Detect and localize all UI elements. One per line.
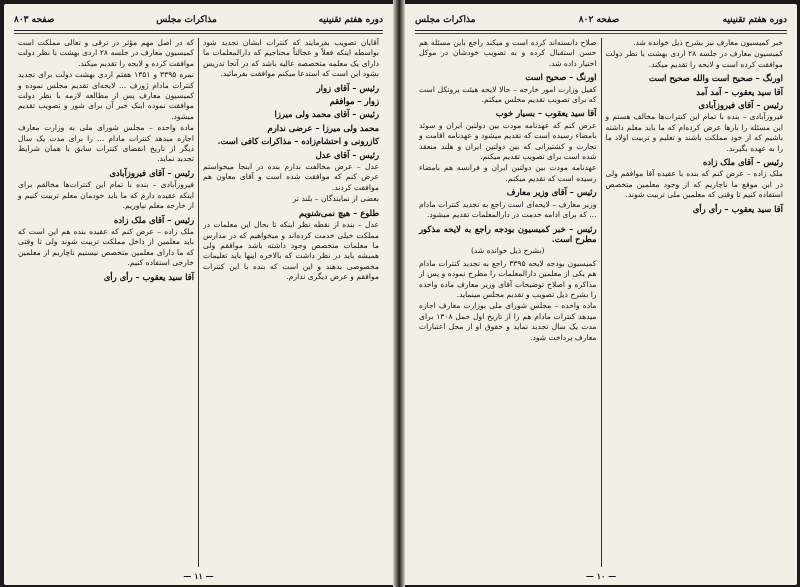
speaker-line: آقا سید یعقوب – بسیار خوب [495,108,597,119]
text-body [14,38,383,567]
left-page [4,4,393,585]
page-footer: — ۱۰ — [585,571,617,581]
speaker-line: آقا سید یعقوب – رأی رأی [692,203,783,214]
column-divider [198,38,199,567]
page-footer: — ۱۱ — [183,571,214,581]
header-rule [14,33,383,34]
speaker-line: رئیس – آقای ملک زاده [702,157,783,168]
column-divider [601,38,602,567]
speaker-line: زوار – موافقم [329,96,379,107]
paragraph: ماده واحده – مجلس شورای ملی بوزارت معارف اجازه میدهد کنترات مادام هم را از تاریخ اول حمل ۱۳۰۸ برای مدت یک سال تجدید نماید و حقوق او از محل اعتبارات معارف پرداخت شود. [419,301,597,342]
paragraph: کفیل وزارت امور خارجه – حالا لایحه هیئت پروتکل است که برای تصویب تقدیم مجلس میکنم. [419,84,597,105]
header-rule [415,33,787,34]
text-column [199,38,383,567]
speaker-line: طلوع – هیچ نمی‌شنویم [299,207,379,218]
running-header [14,12,383,28]
book-gutter [393,0,405,587]
paragraph: نمره ۳۳۹۵ و ۱۳۵۱ هفتم اردی بهشت دولت برای تجدید کنترات مادام ژوزف ... لایحه‌ای تقدیم مجلس نموده و کمیسیون معارف پس از مطالعه لازمه با نظر دولت موافقت نموده اینک خبر آن برای شور و تصویب تقدیم میشود. [18,70,194,121]
paragraph: عرض کنم که عهدنامه مودت بین دولتین ایران و سوئد بامضاء رسیده است که تقدیم میشود و عهدنامه اقامت و تجارت و کشتیرانی که بین دولتین ایران و هلند منعقد شده است برای تصویب تقدیم میکنم. [419,120,597,162]
speaker-line: رئیس – آقای زوار [316,82,379,93]
page-number-label: صفحه ۸۰۲ [578,15,620,25]
session-title: دوره هفتم تقنینیه [722,15,787,25]
page-number-label: صفحه ۸۰۳ [14,15,55,25]
speaker-line: رئیس – آقای ملک زاده [113,214,194,225]
paragraph: کمیسیون بودجه لایحه ۳۳۹۵ راجع به تجدید کنترات مادام هم یکی از معلمین دارالمعلمات را مطرح نموده و پس از مذاکره و اصلاح توضیحات آقای وزیر معارف ماده واحده را بشرح ذیل تصویب و تقدیم مجلس مینماید. [419,258,597,299]
session-title: دوره هفتم تقنینیه [318,15,383,25]
paragraph: ماده واحده – مجلس شورای ملی به وزارت معارف اجازه میدهد کنترات مادام ... را برای مدت یک سال دیگر از تاریخ انقضای کنترات سابق با همان شرایط تجدید نماید. [18,123,194,164]
paragraph: فیروزآبادی – بنده با تمام این کنترات‌ها مخالف هستم و این مسئله را بارها عرض کرده‌ام که ما باید معلم داشته باشیم که از خود مملکت باشند و تعلیم و تربیت اولاد ما را به عهده بگیرند. [605,112,783,153]
text-body [415,38,787,567]
speaker-line: محمد ولی میرزا – عرضی ندارم [267,122,379,133]
paragraph: ملک زاده – عرض کنم که بنده با عقیده آقا موافقم ولی در این موقع ما ناچاریم که از وجود معلمین متخصص استفاده کنیم تا وقتی که معلمین ملی تربیت شوند. [605,169,783,200]
paragraph: وزیر معارف – لایحه‌ای است راجع به تجدید کنترات مادام ... که برای ادامه خدمت در دارالمعلمات تقدیم میشود. [419,199,597,220]
speaker-line: رئیس – آقای محمد ولی میرزا [274,109,379,120]
speaker-line: کازرونی و احتشام‌زاده – مذاکرات کافی است. [217,136,379,147]
paragraph: عهدنامه مودت بین دولتین ایران و فرانسه هم بامضاء رسیده است که تقدیم میکنم. [419,163,597,183]
text-column [14,38,198,567]
running-header [415,12,787,28]
publication-title: مذاکرات مجلس [156,15,217,25]
paragraph: که در اصل مهم مؤثر در ترقی و تعالی مملکت است کمیسیون معارف در جلسه ۲۸ اردی بهشت با نظر دولت موافقت کرده و لایحه را تقدیم میکند. [18,38,194,68]
header-rule [14,30,383,31]
paragraph: (بشرح ذیل خوانده شد) [470,246,545,256]
speaker-line: رئیس – آقای فیروزآبادی [698,100,783,111]
speaker-line: آقا سید یعقوب – آمد آمد [696,86,783,97]
paragraph: کمیسیون معارف در جلسه ۲۸ اردی بهشت با نظر دولت موافقت کرده است و لایحه را تقدیم میکند. [605,49,783,69]
paragraph: خبر کمیسیون معارف نیز بشرح ذیل خوانده شد. [633,38,783,47]
speaker-line: رئیس – آقای عدل [315,149,379,160]
paragraph: فیروزآبادی – بنده با تمام این کنترات‌ها مخالفم برای اینکه عقیده دارم که ما باید خودمان معلم تربیت کنیم و از خارجه معلم نیاوریم. [18,180,194,211]
right-page [405,4,797,585]
text-column [602,38,788,567]
speaker-line: آقا سید یعقوب – رأی رأی [103,271,194,282]
publication-title: مذاکرات مجلس [415,15,476,25]
header-rule [415,30,787,31]
speaker-line: اورنگ – صحیح است [525,72,597,83]
paragraph: بعضی از نمایندگان – بلند تر [292,194,379,204]
paragraph: صلاح دانسته‌اند کرده است و میکند راجع باین مسئله هم حسن استقبال کرده و به تصویب خودشان در موکل اختیار داده شد. [419,38,597,68]
paragraph: ملک زاده – عرض کنم که عقیده بنده هم این است که باید معلمین از داخل مملکت تربیت شوند ولی تا وقتی که ما دارای معلمین متخصص نیستیم ناچاریم از معلمین خارجی استفاده کنیم. [18,226,194,268]
paragraph: عدل – بنده از نقطه نظر اینکه تا بحال این معلمات در مملکت خیلی خدمت کرده‌اند و میخواهیم که در مدارس ما معلمات متخصص وجود داشته باشد موافقم ولی همیشه باید در نظر داشت که بالاخره اینها باید تعلیمات مخصوصی بدهند و این است که بنده با این کنترات موافقم و عرض دیگری ندارم. [203,220,379,282]
speaker-line: رئیس – آقای وزیر معارف [506,187,597,198]
text-column [415,38,601,567]
paragraph: عدل – عرض مخالفت ندارم بنده در اینجا میخواستم عرض کنم که موافقت شده است و آقای معاون هم موافقت کردند. [203,162,379,192]
speaker-line: اورنگ – صحیح است والله صحیح است [648,73,783,84]
speaker-line: رئیس – خبر کمیسیون بودجه راجع به لایحه مذکور مطرح است. [419,223,597,244]
speaker-line: رئیس – آقای فیروزآبادی [109,167,194,178]
paragraph: آقایان تصویب بفرمایند که کنترات ایشان تجدید شود بواسطه اینکه فعلاً و عجالتاً محتاجیم که دارالمعلمات ما دارای یک معلمه متخصصه عالیه باشد که در آنجا تدریس بشود این است که استدعا میکنم موافقت بفرمائید. [203,38,379,79]
